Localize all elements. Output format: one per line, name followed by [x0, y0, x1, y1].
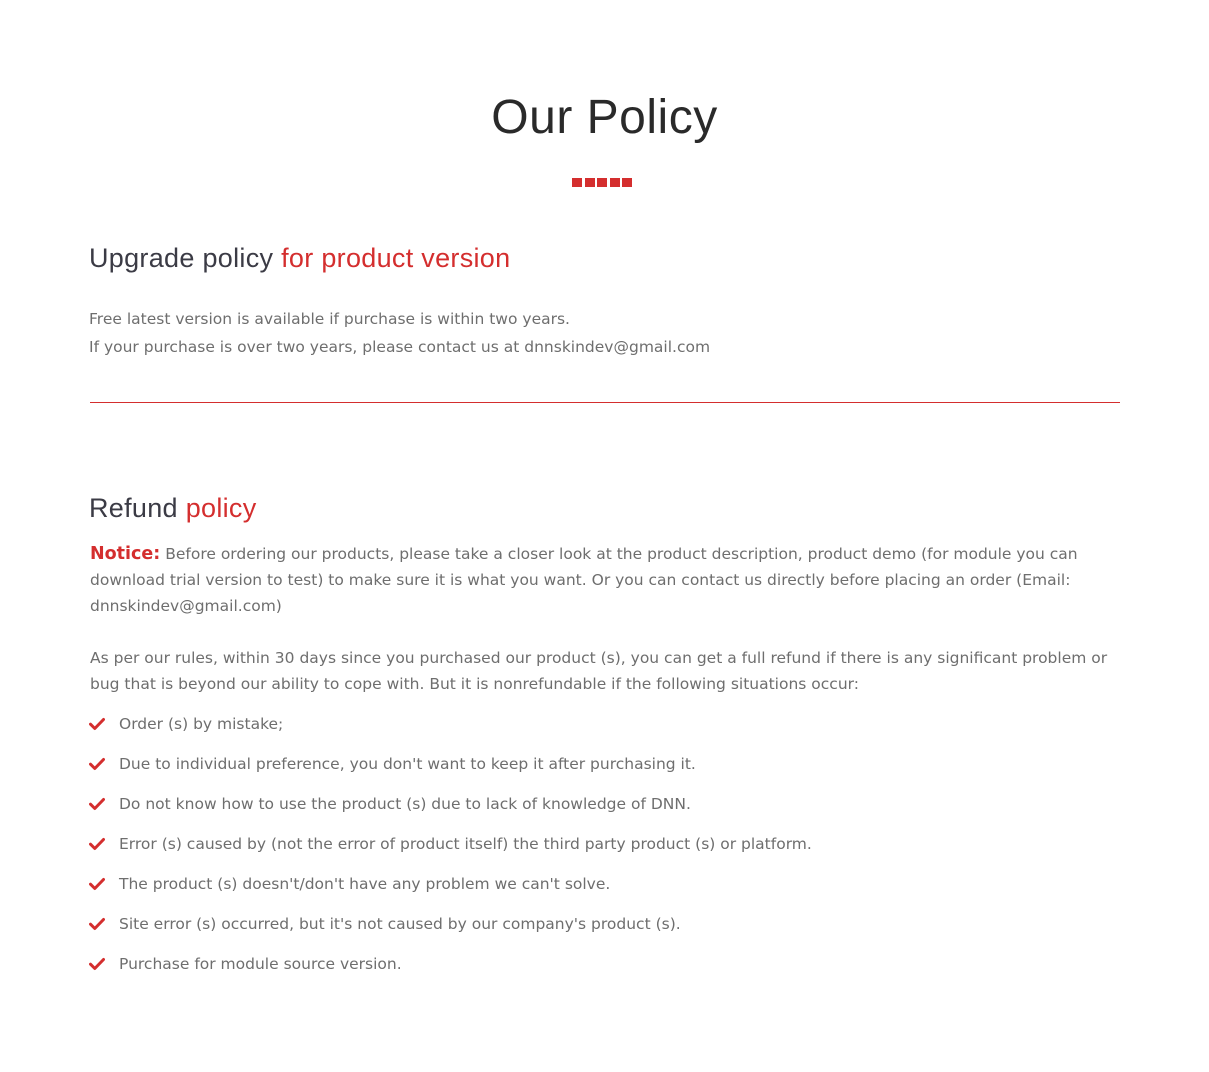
list-item-text: Order (s) by mistake;: [119, 715, 284, 733]
list-item-text: The product (s) doesn't/don't have any problem we can't solve.: [119, 875, 611, 893]
notice-text: Before ordering our products, please take a closer look at the product description, product demo (for module you can download trial version to test) to make sure it is what you want. Or you can contact us directly before placing an order (Email: dnnskindev@gmail.com): [90, 545, 1078, 615]
notice-paragraph: [90, 541, 1120, 619]
list-item: [89, 911, 812, 951]
refund-heading-prefix: Refund: [89, 493, 178, 523]
refund-rules-paragraph: As per our rules, within 30 days since you purchased our product (s), you can get a full refund if there is any significant problem or bug that is beyond our ability to cope with. But it is nonrefundable if the following situations occur:: [90, 649, 1108, 693]
list-item: [89, 791, 812, 831]
divider-square: [610, 178, 620, 187]
check-icon: [89, 917, 105, 931]
divider-square: [572, 178, 582, 187]
list-item: [89, 751, 812, 791]
upgrade-policy-text: [89, 305, 1119, 361]
upgrade-line: Free latest version is available if purchase is within two years.: [89, 310, 570, 328]
refund-policy-heading: [89, 491, 257, 525]
list-item-text: Do not know how to use the product (s) due to lack of knowledge of DNN.: [119, 795, 691, 813]
check-icon: [89, 797, 105, 811]
check-icon: [89, 757, 105, 771]
upgrade-heading-prefix: Upgrade policy: [89, 243, 274, 273]
check-icon: [89, 957, 105, 971]
list-item: [89, 871, 812, 911]
refund-heading-accent: policy: [185, 493, 257, 523]
list-item-text: Due to individual preference, you don't want to keep it after purchasing it.: [119, 755, 696, 773]
list-item: [89, 951, 812, 991]
list-item: [89, 831, 812, 871]
divider-square: [597, 178, 607, 187]
divider-square: [622, 178, 632, 187]
section-divider: [90, 402, 1120, 403]
upgrade-heading-accent: for product version: [281, 243, 511, 273]
check-icon: [89, 717, 105, 731]
list-item-text: Error (s) caused by (not the error of product itself) the third party product (s) or platform.: [119, 835, 812, 853]
notice-label: Notice:: [90, 544, 161, 564]
nonrefundable-conditions-list: [89, 711, 812, 991]
upgrade-policy-heading: [89, 241, 510, 275]
list-item-text: Site error (s) occurred, but it's not caused by our company's product (s).: [119, 915, 681, 933]
check-icon: [89, 877, 105, 891]
title-divider: [572, 178, 632, 187]
list-item-text: Purchase for module source version.: [119, 955, 402, 973]
divider-square: [585, 178, 595, 187]
page-title: Our Policy: [491, 91, 718, 144]
list-item: [89, 711, 812, 751]
check-icon: [89, 837, 105, 851]
upgrade-line: If your purchase is over two years, please contact us at dnnskindev@gmail.com: [89, 338, 711, 356]
